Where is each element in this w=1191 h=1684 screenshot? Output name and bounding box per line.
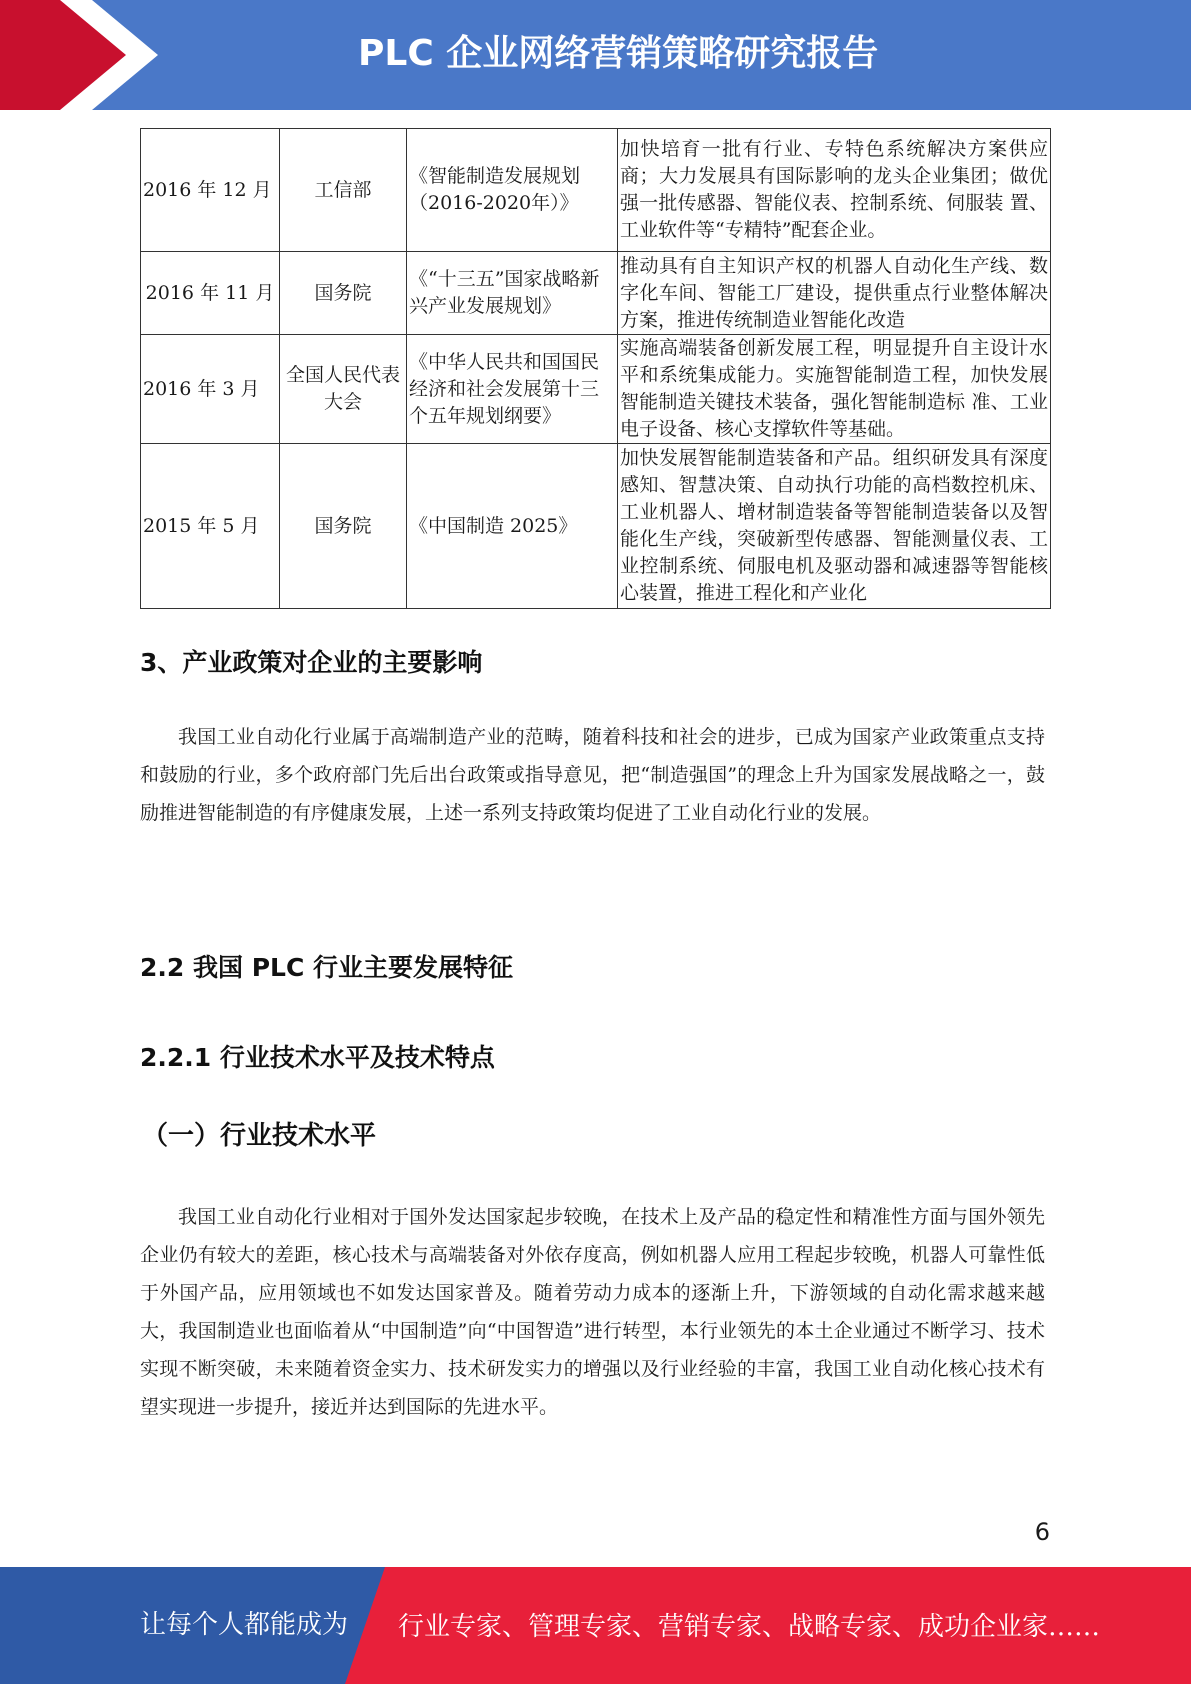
footer-slogan-right: 行业专家、管理专家、营销专家、战略专家、成功企业家…… xyxy=(398,1612,1101,1642)
policy-date: 2015 年 5 月 xyxy=(141,444,280,609)
table-row xyxy=(141,252,1051,335)
policy-date: 2016 年 11 月 xyxy=(141,252,280,335)
policy-department: 国务院 xyxy=(280,444,407,609)
subsection-heading-tech-level: （一）行业技术水平 xyxy=(142,1121,377,1151)
report-title: PLC 企业网络营销策略研究报告 xyxy=(358,33,879,74)
policy-document: 《智能制造发展规划（2016-2020年）》 xyxy=(407,129,618,252)
policy-date: 2016 年 3 月 xyxy=(141,335,280,444)
policy-description: 加快发展智能制造装备和产品。组织研发具有深度感知、智慧决策、自动执行功能的高档数控机床、工业机器人、增材制造装备等智能制造装备以及智能化生产线，突破新型传感器、智能测量仪表、工业控制系统、伺服电机及驱动器和减速器等智能核心装置，推进工程化和产业化 xyxy=(618,444,1051,609)
policy-department: 全国人民代表大会 xyxy=(280,335,407,444)
section-paragraph-industry-policy-impact: 我国工业自动化行业属于高端制造产业的范畴，随着科技和社会的进步，已成为国家产业政策重点支持和鼓励的行业，多个政府部门先后出台政策或指导意见，把“制造强国”的理念上升为国家发展战略之一，鼓励推进智能制造的有序健康发展，上述一系列支持政策均促进了工业自动化行业的发展。 xyxy=(140,726,1045,824)
policy-description: 推动具有自主知识产权的机器人自动化生产线、数字化车间、智能工厂建设，提供重点行业整体解决方案，推进传统制造业智能化改造 xyxy=(618,252,1051,335)
table-row xyxy=(141,444,1051,609)
policy-department: 工信部 xyxy=(280,129,407,252)
page-footer xyxy=(0,1567,1191,1684)
page-header xyxy=(0,0,1191,110)
table-row xyxy=(141,129,1051,252)
page-number: 6 xyxy=(1034,1518,1050,1546)
policy-department: 国务院 xyxy=(280,252,407,335)
policy-document: 《中国制造 2025》 xyxy=(407,444,618,609)
subsection-paragraph-tech-level: 我国工业自动化行业相对于国外发达国家起步较晚，在技术上及产品的稳定性和精准性方面与国外领先企业仍有较大的差距，核心技术与高端装备对外依存度高，例如机器人应用工程起步较晚，机器人可靠性低于外国产品，应用领域也不如发达国家普及。随着劳动力成本的逐渐上升，下游领域的自动化需求越来越大，我国制造业也面临着从“中国制造”向“中国智造”进行转型，本行业领先的本土企业通过不断学习、技术实现不断突破，未来随着资金实力、技术研发实力的增强以及行业经验的丰富，我国工业自动化核心技术有望实现进一步提升，接近并达到国际的先进水平。 xyxy=(140,1206,1045,1418)
section-heading-2-2-1: 2.2.1 行业技术水平及技术特点 xyxy=(140,1043,495,1072)
policy-document: 《“十三五”国家战略新兴产业发展规划》 xyxy=(407,252,618,335)
policy-description: 加快培育一批有行业、专特色系统解决方案供应商；大力发展具有国际影响的龙头企业集团；做优强一批传感器、智能仪表、控制系统、伺服装 置、工业软件等“专精特”配套企业。 xyxy=(618,129,1051,252)
policy-document: 《中华人民共和国国民经济和社会发展第十三个五年规划纲要》 xyxy=(407,335,618,444)
section-heading-2-2: 2.2 我国 PLC 行业主要发展特征 xyxy=(140,953,513,982)
section-heading-industry-policy-impact: 3、产业政策对企业的主要影响 xyxy=(140,648,483,677)
footer-slogan-left: 让每个人都能成为 xyxy=(140,1610,349,1640)
policy-table xyxy=(140,128,1051,609)
policy-description: 实施高端装备创新发展工程，明显提升自主设计水平和系统集成能力。实施智能制造工程，加快发展智能制造关键技术装备，强化智能制造标 准、工业电子设备、核心支撑软件等基础。 xyxy=(618,335,1051,444)
policy-date: 2016 年 12 月 xyxy=(141,129,280,252)
table-row xyxy=(141,335,1051,444)
